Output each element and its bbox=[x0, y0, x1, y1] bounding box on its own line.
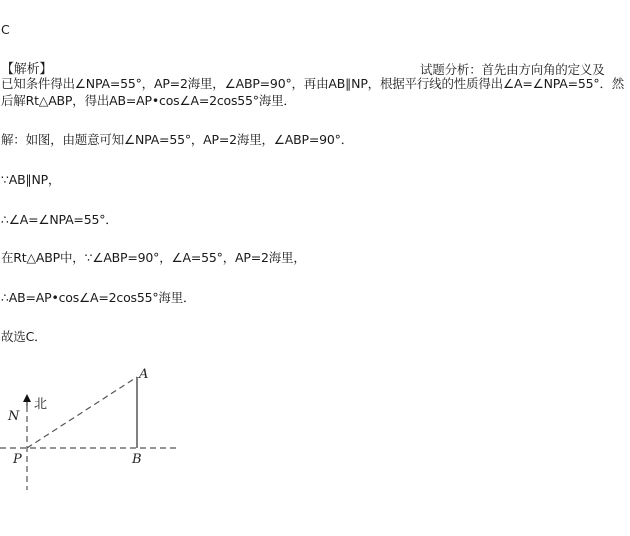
segment-PA bbox=[27, 377, 137, 448]
north-label: 北 bbox=[34, 397, 48, 412]
north-arrow-icon bbox=[23, 394, 31, 402]
point-label-N: N bbox=[8, 409, 20, 424]
point-label-A: A bbox=[139, 367, 149, 382]
solution-step-4: ∴AB=AP•cos∠A=2cos55°海里． bbox=[1, 290, 196, 305]
geometry-figure bbox=[0, 362, 200, 492]
answer-text: C bbox=[1, 22, 10, 37]
solution-step-1: ∵AB∥NP， bbox=[1, 172, 61, 187]
point-label-P: P bbox=[13, 452, 22, 467]
solution-step-3: 在Rt△ABP中，∵∠ABP=90°，∠A=55°，AP=2海里， bbox=[1, 250, 306, 265]
solution-conclusion: 故选C． bbox=[1, 329, 47, 344]
analysis-line-2: 已知条件得出∠NPA=55°，AP=2海里，∠ABP=90°，再由AB∥NP，根据平行线的性质得出∠A=∠NPA=55°．然 bbox=[1, 76, 625, 91]
analysis-line-3: 后解Rt△ABP，得出AB=AP•cos∠A=2cos55°海里． bbox=[1, 93, 296, 108]
analysis-intro-text: 试题分析：首先由方向角的定义及 bbox=[420, 62, 605, 77]
solution-step-2: ∴∠A=∠NPA=55°． bbox=[1, 212, 118, 227]
point-label-B: B bbox=[132, 452, 142, 467]
solution-intro: 解：如图，由题意可知∠NPA=55°，AP=2海里，∠ABP=90°． bbox=[1, 132, 353, 147]
analysis-heading: 【解析】 bbox=[1, 62, 53, 77]
